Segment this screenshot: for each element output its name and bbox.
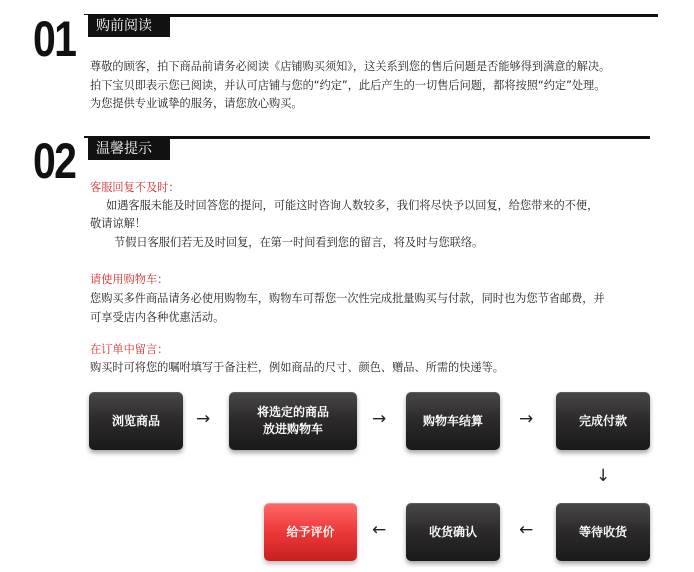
step-add-to-cart	[229, 392, 357, 450]
arrow-right-icon: →	[372, 409, 387, 429]
section-title-01: 购前阅读	[88, 15, 170, 37]
tip-cart-line-2: 可享受店内各种优惠活动。	[90, 311, 225, 324]
step-label: 购物车结算	[422, 413, 483, 428]
step-label: 浏览商品	[111, 413, 160, 428]
step-label: 完成付款	[578, 413, 627, 428]
arrow-left-icon: ←	[519, 520, 534, 540]
step-browse	[89, 392, 183, 450]
tip-heading-service: 客服回复不及时：	[90, 181, 180, 194]
tip-heading-cart: 请使用购物车：	[90, 273, 169, 286]
notice-line-2: 拍下宝贝即表示您已阅读，并认可店铺与您的“约定”，此后产生的一切售后问题，都将按照“约定”处理。	[90, 79, 606, 92]
step-label: 等待收货	[578, 524, 627, 539]
notice-line-1: 尊敬的顾客，拍下商品前请务必阅读《店铺购买须知》，这关系到您的售后问题是否能够得到满意的解决。	[90, 60, 611, 73]
step-give-review	[264, 503, 357, 561]
step-label: 放进购物车	[262, 422, 323, 436]
step-await-delivery	[556, 503, 650, 561]
step-confirm-receipt	[406, 503, 500, 561]
step-complete-payment	[556, 392, 650, 450]
tip-service-line-2: 敬请谅解！	[90, 217, 146, 230]
section-divider-01	[84, 14, 658, 17]
section-number-01: 01	[33, 11, 76, 67]
step-cart-checkout	[406, 392, 500, 450]
arrow-right-icon: →	[519, 409, 534, 429]
tip-service-line-3: 节假日客服们若无及时回复，在第一时间看到您的留言，将及时与您联络。	[114, 236, 484, 249]
tip-cart-line-1: 您购买多件商品请务必使用购物车，购物车可帮您一次性完成批量购买与付款，同时也为您节省邮费，并	[90, 292, 605, 305]
step-label: 收货确认	[428, 524, 477, 539]
tip-heading-message: 在订单中留言：	[90, 343, 169, 356]
arrow-right-icon: →	[196, 409, 211, 429]
step-label: 将选定的商品	[256, 405, 329, 419]
arrow-down-icon: ↓	[596, 466, 611, 486]
section-title-02: 温馨提示	[88, 138, 170, 160]
notice-line-3: 为您提供专业诚挚的服务，请您放心购买。	[90, 97, 303, 110]
step-label: 给予评价	[286, 524, 335, 539]
arrow-left-icon: ←	[372, 520, 387, 540]
tip-message-line-1: 购买时可将您的嘱咐填写于备注栏，例如商品的尺寸、颜色、赠品、所需的快递等。	[90, 361, 504, 374]
section-number-02: 02	[33, 133, 76, 189]
tip-service-line-1: 如遇客服未能及时回答您的提问，可能这时咨询人数较多，我们将尽快予以回复，给您带来的不便，	[106, 199, 599, 212]
